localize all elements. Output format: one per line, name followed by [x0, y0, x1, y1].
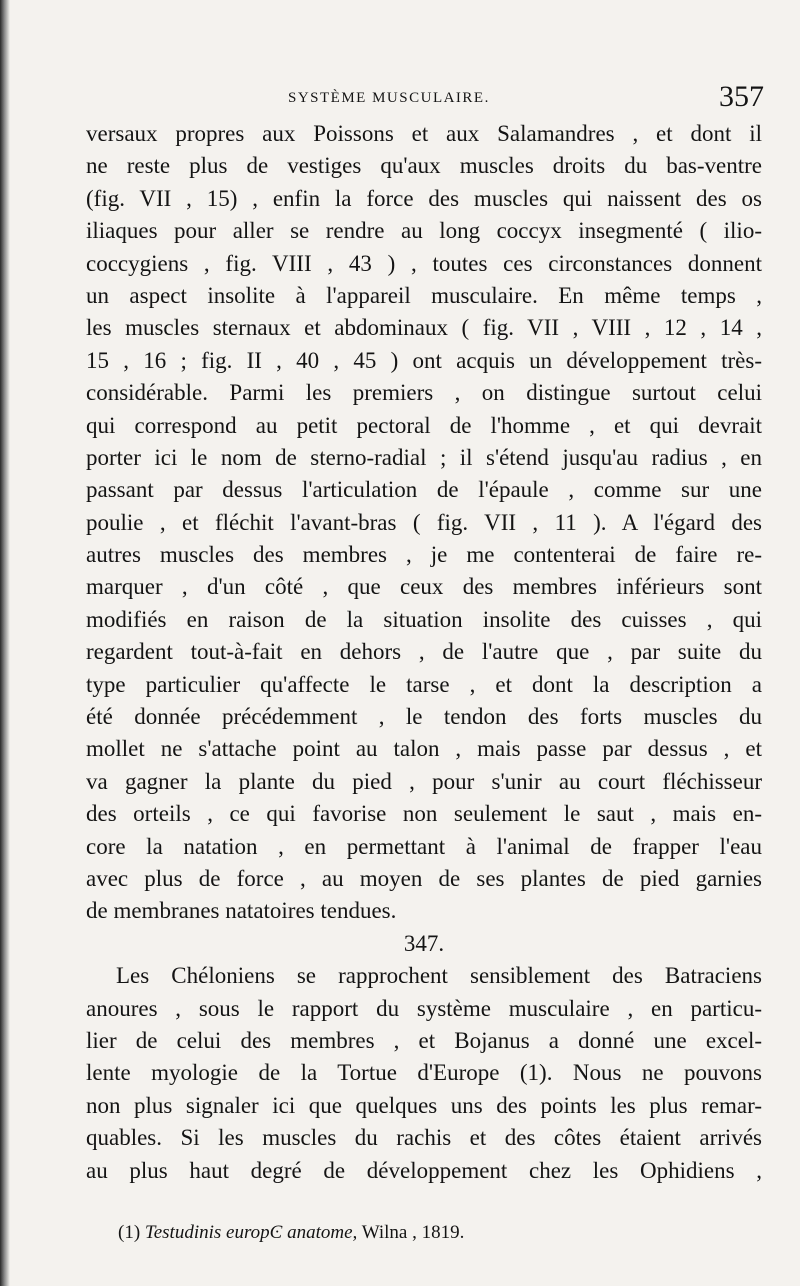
page-number: 357 — [719, 80, 764, 113]
footnote-marker: (1) — [118, 1222, 141, 1243]
text-line: considérable. Parmi les premiers , on distingue surtout celui — [86, 380, 762, 406]
text-line: au plus haut degré de développement chez les Ophidiens , — [86, 1157, 762, 1183]
text-line: type particulier qu'affecte le tarse , et dont la description a — [86, 671, 762, 697]
text-line: lier de celui des membres , et Bojanus a donné une excel- — [86, 1027, 762, 1053]
text-line: ne reste plus de vestiges qu'aux muscles droits du bas-ventre — [86, 153, 762, 179]
text-line: core la natation , en permettant à l'animal de frapper l'eau — [86, 833, 762, 859]
text-line: de membranes natatoires tendues. — [86, 898, 397, 924]
text-line: modifiés en raison de la situation insolite des cuisses , qui — [86, 606, 762, 632]
text-line: les muscles sternaux et abdominaux ( fig. VII , VIII , 12 , 14 , — [86, 315, 762, 341]
running-head: SYSTÈME MUSCULAIRE. — [288, 90, 490, 106]
footnote — [118, 1222, 464, 1244]
text-line: autres muscles des membres , je me contenterai de faire re- — [86, 542, 762, 568]
text-line: regardent tout-à-fait en dehors , de l'autre que , par suite du — [86, 639, 762, 665]
body-text — [86, 118, 762, 1187]
text-line: quables. Si les muscles du rachis et des côtes étaient arrivés — [86, 1125, 762, 1151]
book-spine-shadow — [0, 0, 10, 1286]
text-line: va gagner la plante du pied , pour s'unir au court fléchisseur — [86, 768, 762, 794]
paragraph-1 — [86, 118, 762, 928]
text-line: (fig. VII , 15) , enfin la force des muscles qui naissent des os — [86, 185, 762, 211]
text-line: été donnée précédemment , le tendon des forts muscles du — [86, 704, 762, 730]
text-line: poulie , et fléchit l'avant-bras ( fig. VII , 11 ). A l'égard des — [86, 509, 762, 535]
text-line: passant par dessus l'articulation de l'épaule , comme sur une — [86, 477, 762, 503]
text-line: des orteils , ce qui favorise non seulement le saut , mais en- — [86, 801, 762, 827]
text-line: anoures , sous le rapport du système musculaire , en particu- — [86, 995, 762, 1021]
paragraph-2 — [86, 960, 762, 1187]
text-line: versaux propres aux Poissons et aux Salamandres , et dont il — [86, 121, 762, 146]
text-line: mollet ne s'attache point au talon , mais passe par dessus , et — [86, 736, 762, 762]
text-line: coccygiens , fig. VIII , 43 ) , toutes ces circonstances donnent — [86, 250, 762, 276]
text-line: 15 , 16 ; fig. II , 40 , 45 ) ont acquis un développement très- — [86, 347, 762, 373]
text-line: non plus signaler ici que quelques uns des points les plus remar- — [86, 1092, 762, 1118]
text-line: iliaques pour aller se rendre au long coccyx insegmenté ( ilio- — [86, 218, 762, 244]
text-line: marquer , d'un côté , que ceux des membres inférieurs sont — [86, 574, 762, 600]
text-line: qui correspond au petit pectoral de l'homme , et qui devrait — [86, 412, 762, 438]
footnote-citation: Wilna , 1819. — [361, 1222, 465, 1243]
footnote-title: Testudinis europϾ anatome, — [144, 1222, 358, 1243]
text-line: Les Chéloniens se rapprochent sensiblement des Batraciens — [116, 963, 762, 989]
page-header — [0, 80, 800, 120]
text-line: avec plus de force , au moyen de ses plantes de pied garnies — [86, 865, 762, 891]
text-line: lente myologie de la Tortue d'Europe (1). Nous ne pouvons — [86, 1060, 762, 1086]
section-number: 347. — [403, 930, 445, 956]
text-line: un aspect insolite à l'appareil musculaire. En même temps , — [86, 282, 762, 308]
text-line: porter ici le nom de sterno-radial ; il s'étend jusqu'au radius , en — [86, 444, 762, 470]
